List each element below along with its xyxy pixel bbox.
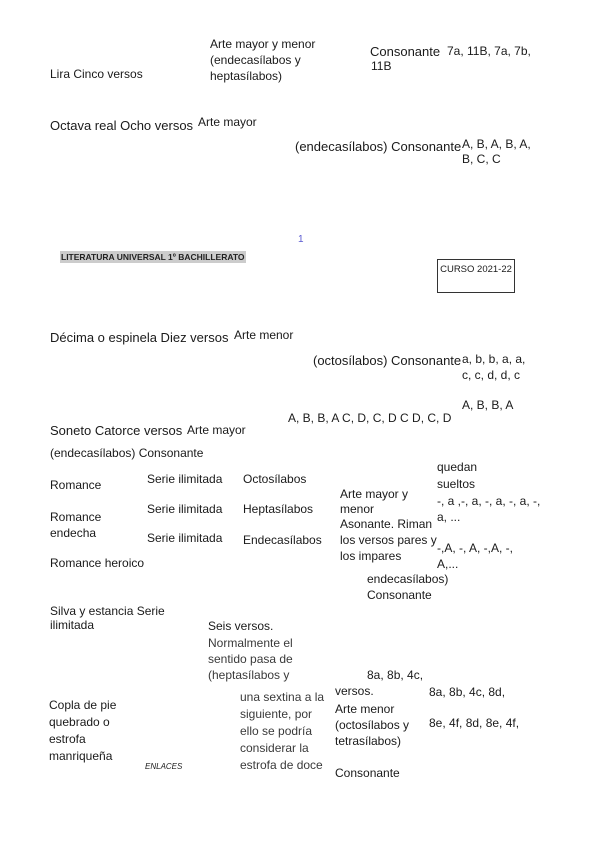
silva-metro: endecasílabos) [367,572,449,586]
soneto-arte: Arte mayor [187,423,246,437]
lira-arte: Arte mayor y menor (endecasílabos y heptasílabos) [210,37,316,83]
decima-rima: (octosílabos) Consonante [313,353,462,368]
octava-esquema: A, B, A, B, A, B, C, C [462,137,531,166]
romance-serie-2: Serie ilimitada [147,502,223,516]
romance-metro-3: Endecasílabos [243,533,322,547]
lira-name: Lira Cinco versos [50,67,143,81]
lira-esquema: 7a, 11B, 7a, 7b, 11B [371,44,531,73]
romance-serie-3: Serie ilimitada [147,531,223,545]
copla-nota-1: Normalmente el sentido pasa de (heptasílabos y [208,636,293,682]
romance-arte: Arte mayor y menor [340,487,409,516]
octava-name: Octava real Ocho versos [50,118,194,133]
decima-name: Décima o espinela Diez versos [50,330,229,345]
romance-esquema-1: -, a ,-, a, -, a, -, a, -, a, ... [437,494,541,524]
page-number: 1 [298,234,304,245]
soneto-esquema-a: A, B, B, A [462,398,514,412]
copla-versos: Seis versos. [208,619,274,633]
decima-esquema: a, b, b, a, a, c, c, d, d, c [462,352,526,382]
copla-esquema-col: 8a, 8b, 4c, [367,668,424,682]
romance-esquema-2: -,A, -, A, -,A, -, A,... [437,541,514,571]
lira-rima: Consonante [370,44,441,59]
soneto-name: Soneto Catorce versos [50,423,183,438]
copla-name: Copla de pie quebrado o estrofa manriqueña [49,698,117,763]
romance-heroico-label: Romance heroico [50,556,145,570]
soneto-rima: (endecasílabos) Consonante [50,446,204,460]
copla-versos-2: versos. [335,684,374,698]
romance-endecha-label: Romance endecha [50,510,102,540]
subject-title-text: LITERATURA UNIVERSAL 1º BACHILLERATO [61,252,245,262]
decima-arte: Arte menor [234,328,294,342]
romance-metro-2: Heptasílabos [243,502,314,516]
soneto-esquema-b: A, B, B, A C, D, C, D C D, C, D [288,411,452,425]
copla-esquema-1: 8a, 8b, 4c, 8d, [429,685,506,699]
silva-name: Silva y estancia Serie ilimitada [50,604,165,632]
romance-label: Romance [50,478,102,492]
course-box [437,259,515,293]
copla-esquema-2: 8e, 4f, 8d, 8e, 4f, [429,716,520,730]
octava-arte: Arte mayor [198,115,257,129]
copla-nota-2: una sextina a la siguiente, por ello se podría considerar la estrofa de doce [240,690,325,772]
romance-quedan: quedan sueltos [437,460,478,491]
romance-serie-1: Serie ilimitada [147,472,223,486]
enlaces-label: ENLACES [145,762,183,771]
romance-metro-1: Octosílabos [243,472,307,486]
silva-rima: Consonante [367,588,432,602]
romance-rima: Asonante. Riman los versos pares y los impares [340,517,437,563]
course-label: CURSO 2021-22 [440,264,512,275]
copla-rima: Consonante [335,766,400,780]
subject-title [60,246,246,265]
copla-arte: Arte menor (octosílabos y tetrasílabos) [335,702,410,748]
octava-rima: (endecasílabos) Consonante [295,139,462,154]
